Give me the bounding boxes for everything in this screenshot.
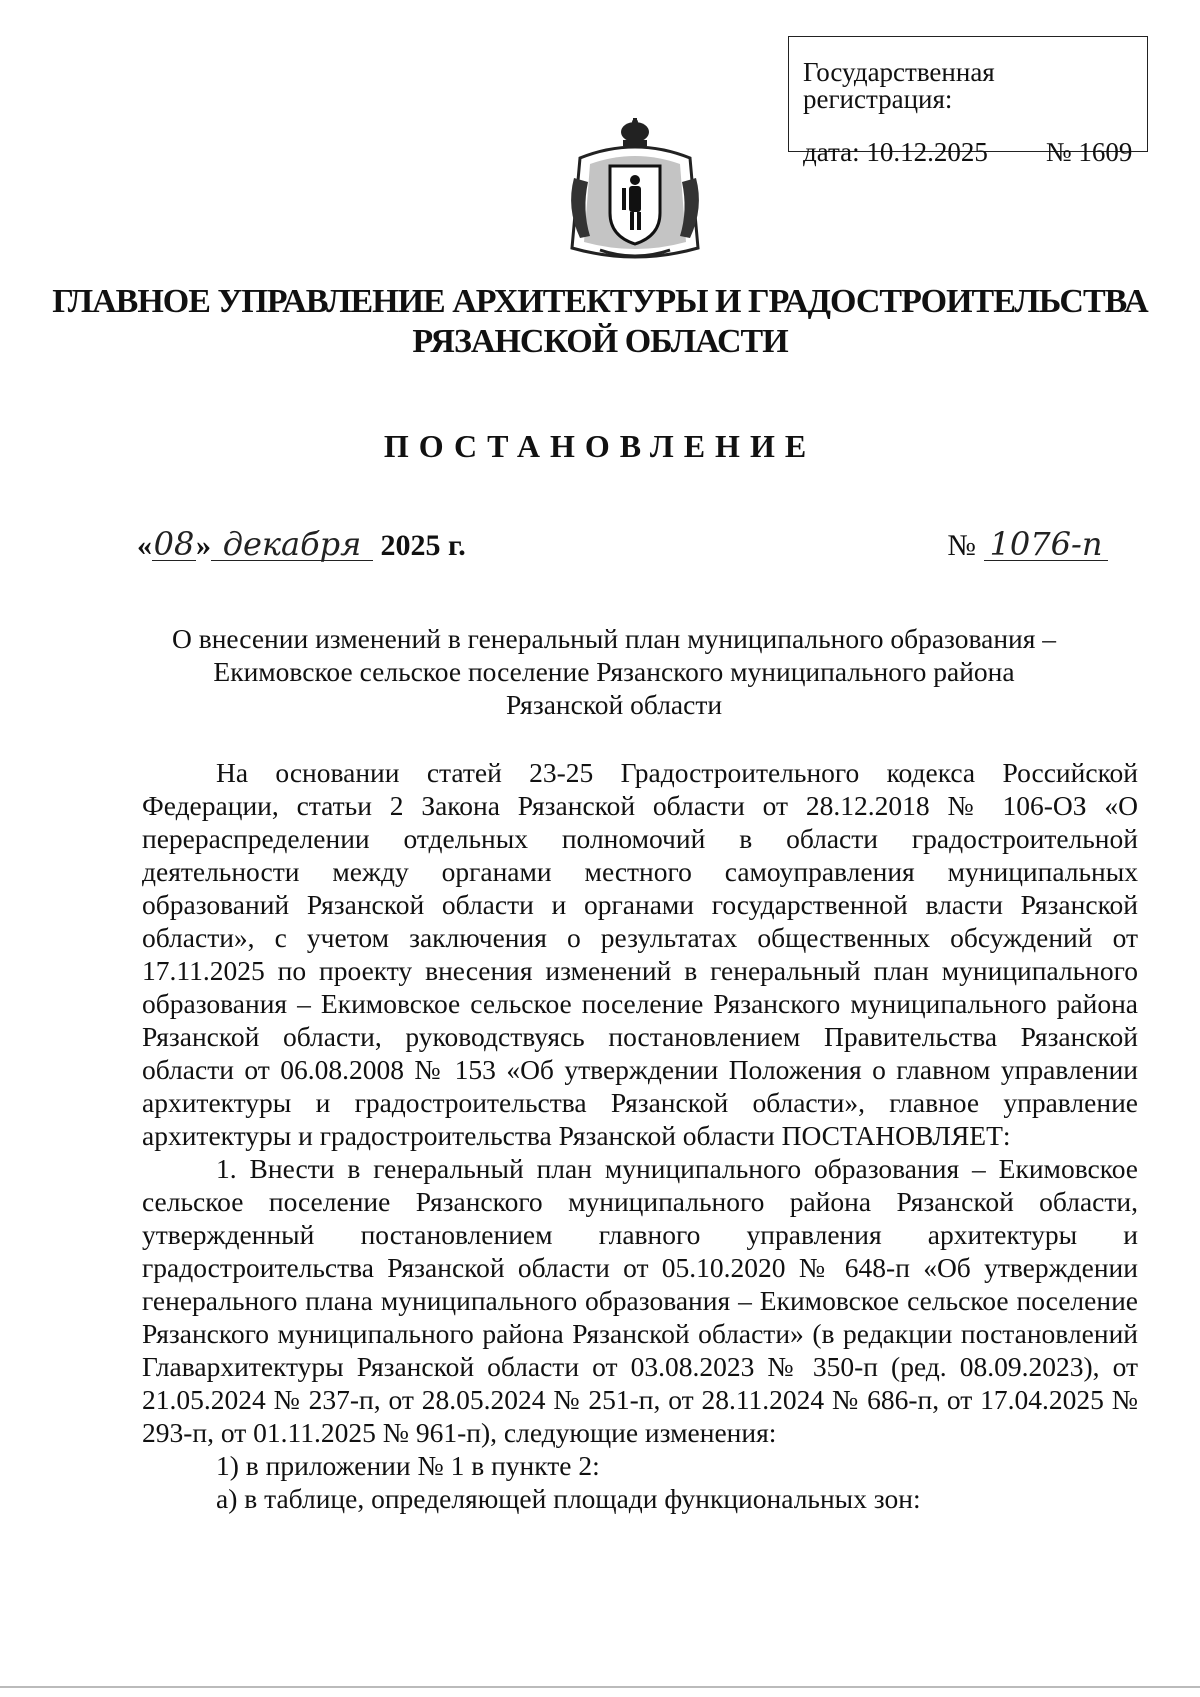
agency-name-line1: ГЛАВНОЕ УПРАВЛЕНИЕ АРХИТЕКТУРЫ И ГРАДОСТРОИТЕЛЬСТВА (52, 283, 1148, 320)
document-subject (120, 622, 1108, 721)
document-body (142, 756, 1138, 1515)
ryazan-coat-of-arms-icon (560, 118, 710, 268)
body-subitem-1a: а) в таблице, определяющей площади функциональных зон: (216, 1483, 921, 1514)
document-type: ПОСТАНОВЛЕНИЕ (383, 428, 817, 464)
date-open-quote: « (137, 529, 152, 562)
subject-line3: Рязанской области (505, 689, 723, 720)
subject-line1: О внесении изменений в генеральный план муниципального образования – (171, 623, 1057, 654)
page-bottom-edge (0, 1686, 1200, 1688)
document-date (137, 525, 466, 563)
registration-number: № 1609 (1045, 137, 1133, 167)
date-year: 2025 г. (380, 529, 466, 562)
registration-label: Государственная регистрация: (803, 57, 995, 114)
agency-name-line2: РЯЗАНСКОЙ ОБЛАСТИ (412, 323, 788, 360)
date-day-handwritten: 08 (153, 525, 195, 563)
agency-name (0, 282, 1200, 362)
document-number (947, 525, 1108, 563)
number-handwritten: 1076-п (984, 528, 1108, 561)
registration-stamp (788, 36, 1148, 167)
date-close-quote: » (196, 529, 211, 562)
body-item-1: 1. Внести в генеральный план муниципального образования – Екимовское сельское поселение Рязанского муниципального района Рязанской области, утвержденный постановлением главного управления архитектуры и градостроительства Рязанской области от 05.10.2020 № 648-п «Об утверждении генерального плана муниципального образования – Екимовское сельское поселение Рязанского муниципального района Рязанской области» (в редакции постановлений Главархитектуры Рязанской области от 03.08.2023 № 350-п (ред. 08.09.2023), от 21.05.2024 № 237-п, от 28.05.2024 № 251-п, от 28.11.2024 № 686-п, от 17.04.2025 № 293-п, от 01.11.2025 № 961-п), следующие изменения: (142, 1153, 1138, 1448)
registration-date: дата: 10.12.2025 (803, 137, 988, 167)
body-subitem-1: 1) в приложении № 1 в пункте 2: (216, 1450, 600, 1481)
number-prefix: № (947, 529, 976, 562)
date-month-handwritten: декабря (211, 528, 373, 561)
body-preamble: На основании статей 23-25 Градостроительного кодекса Российской Федерации, статьи 2 Закона Рязанской области от 28.12.2018 № 106-ОЗ «О перераспределении отдельных полномочий в области градостроительной деятельности между органами местного самоуправления муниципальных образований Рязанской области и органами государственной власти Рязанской области», с учетом заключения о результатах общественных обсуждений от 17.11.2025 по проекту внесения изменений в генеральный план муниципального образования – Екимовское сельское поселение Рязанского муниципального района Рязанской области, руководствуясь постановлением Правительства Рязанской области от 06.08.2008 № 153 «Об утверждении Положения о главном управлении архитектуры и градостроительства Рязанской области», главное управление архитектуры и градостроительства Рязанской области ПОСТАНОВЛЯЕТ: (142, 757, 1138, 1151)
subject-line2: Екимовское сельское поселение Рязанского муниципального района (213, 656, 1015, 687)
